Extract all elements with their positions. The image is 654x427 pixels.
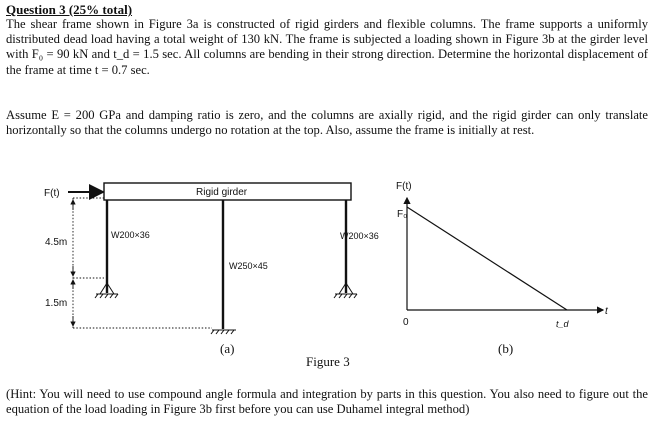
origin-label: 0 — [403, 317, 409, 328]
question-title: Question 3 (25% total) — [6, 2, 133, 17]
middle-support — [211, 330, 236, 334]
td-label: t_d — [556, 319, 569, 329]
subfigure-a-label: (a) — [220, 341, 235, 356]
col-left-label: W200×36 — [111, 230, 150, 240]
col-middle-label: W250×45 — [229, 261, 268, 271]
col-right-label: W200×36 — [340, 231, 379, 241]
subfigure-b-label: (b) — [498, 341, 514, 356]
hint-paragraph: (Hint: You will need to use compound angle formula and integration by parts in this question. You also need to figure out the equation of the load loading in Figure 3b first before you can use Duhamel integral method) — [6, 387, 648, 417]
load-line — [407, 207, 567, 310]
peak-label: F₀ — [397, 209, 408, 220]
y-axis-label: F(t) — [396, 181, 412, 192]
force-label: F(t) — [44, 188, 60, 199]
height-upper-label: 4.5m — [45, 237, 68, 248]
load-chart — [407, 198, 603, 310]
assumption-paragraph: Assume E = 200 GPa and damping ratio is zero, and the columns are axially rigid, and the rigid girder can only translate horizontally so that the columns undergo no rotation at the top. Also, assume the frame is initially at rest. — [6, 108, 648, 138]
x-axis-label: t — [605, 306, 608, 317]
height-lower-label: 1.5m — [45, 298, 68, 309]
figure-3 — [0, 170, 654, 375]
dimension-lines — [73, 198, 212, 328]
figure-caption: Figure 3 — [306, 354, 350, 369]
frame-diagram — [68, 183, 357, 334]
girder-label: Rigid girder — [196, 187, 248, 198]
question-body: The shear frame shown in Figure 3a is constructed of rigid girders and flexible columns. The frame supports a uniformly distributed dead load having a total weight of 130 kN. The frame is subjected a loading shown in Figure 3b at the girder level with F₀ = 90 kN and t_d = 1.5 sec. All columns are bending in their strong direction. Determine the horizontal displacement of the frame at time t = 0.7 sec. — [6, 17, 648, 77]
